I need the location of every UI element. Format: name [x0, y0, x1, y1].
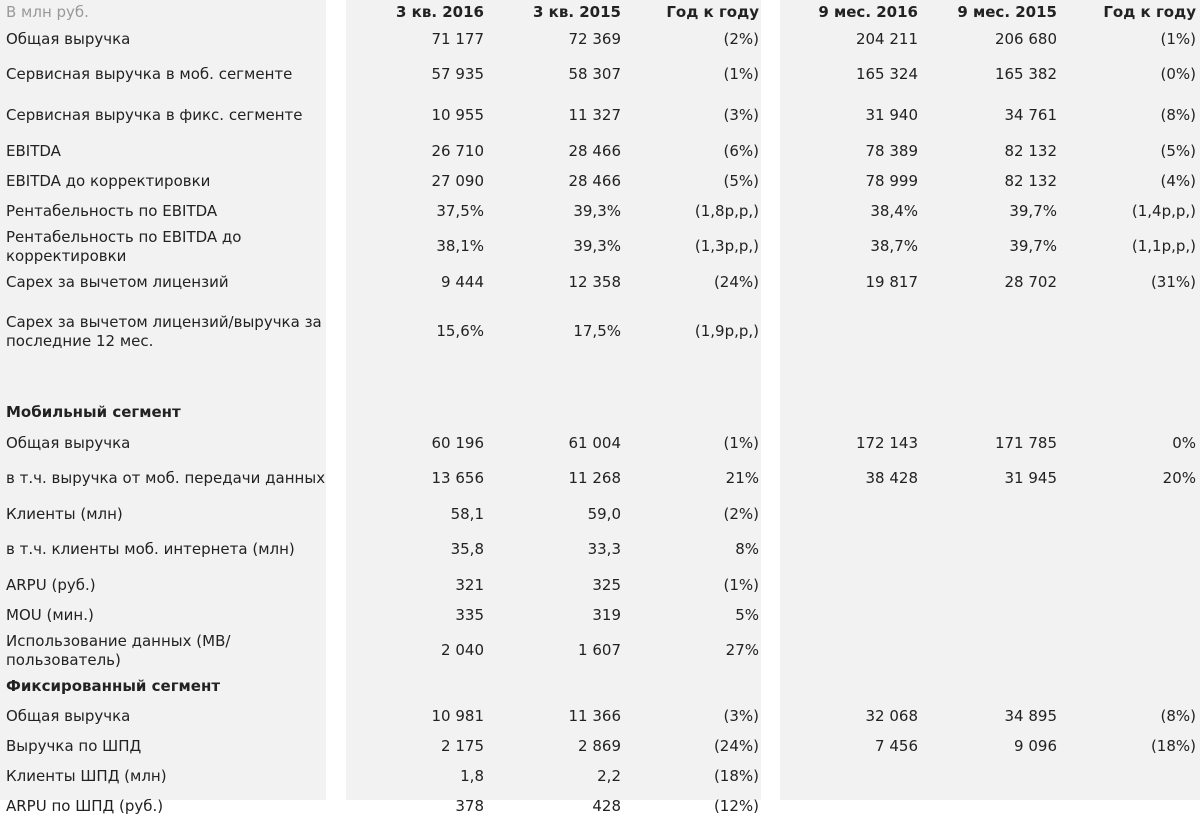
value-cell: (12%) — [713, 796, 759, 815]
row-label: Выручка по ШПД — [6, 736, 142, 755]
value-cell: 204 211 — [855, 29, 918, 48]
row-label: Общая выручка — [6, 433, 131, 452]
value-cell: 11 268 — [568, 469, 621, 487]
value-cell: (18%) — [713, 766, 759, 785]
value-cell: 38,4% — [870, 201, 918, 220]
value-cell: 39,7% — [1009, 201, 1057, 220]
value-cell: 38 428 — [865, 469, 918, 487]
value-cell — [763, 600, 922, 630]
row-label: ARPU (руб.) — [6, 575, 96, 594]
value-cell: 71 177 — [431, 29, 484, 48]
value-cell: 28 702 — [1004, 272, 1057, 291]
value-cell — [922, 671, 1061, 701]
value-cell: (1%) — [723, 433, 759, 452]
value-cell — [1061, 570, 1200, 600]
value-cell: 58,1 — [450, 504, 484, 523]
value-cell — [763, 791, 922, 821]
value-cell: 2 040 — [441, 641, 484, 659]
table-row — [0, 630, 1200, 671]
value-cell: 35,8 — [450, 540, 484, 558]
value-cell — [922, 630, 1061, 671]
value-cell: 8% — [735, 540, 759, 558]
table-row — [0, 196, 1200, 226]
table-row — [0, 226, 1200, 267]
value-cell: (0%) — [1160, 65, 1196, 83]
value-cell — [1061, 630, 1200, 671]
value-cell: 78 999 — [865, 171, 918, 190]
value-cell: 78 389 — [865, 141, 918, 160]
value-cell: 38,7% — [870, 237, 918, 255]
value-cell: 34 895 — [1004, 706, 1057, 725]
value-cell: 1 607 — [578, 641, 621, 659]
value-cell: 27 090 — [431, 171, 484, 190]
value-cell — [488, 671, 625, 701]
value-cell: 9 096 — [1014, 736, 1057, 755]
value-cell — [922, 499, 1061, 529]
value-cell: (4%) — [1160, 171, 1196, 190]
spacer-row — [0, 366, 1200, 396]
table-body — [0, 24, 1200, 821]
value-cell: (1%) — [1160, 29, 1196, 48]
value-cell: (6%) — [723, 141, 759, 160]
value-cell: 17,5% — [573, 322, 621, 340]
value-cell: (1%) — [723, 575, 759, 594]
row-label: Capex за вычетом лицензий — [6, 272, 229, 291]
value-cell — [763, 297, 922, 366]
value-cell: 20% — [1162, 469, 1196, 487]
col-q3-2015: 3 кв. 2015 — [532, 2, 621, 21]
value-cell: (5%) — [723, 171, 759, 190]
value-cell: 428 — [592, 796, 621, 815]
col-9m-2015: 9 мес. 2015 — [957, 2, 1057, 21]
header-row — [0, 0, 1200, 24]
value-cell — [1061, 529, 1200, 570]
value-cell — [922, 297, 1061, 366]
value-cell: 33,3 — [587, 540, 621, 558]
value-cell: (24%) — [713, 736, 759, 755]
value-cell — [763, 570, 922, 600]
value-cell: (3%) — [723, 106, 759, 124]
value-cell — [1061, 297, 1200, 366]
table-row — [0, 267, 1200, 297]
value-cell: (31%) — [1150, 272, 1196, 291]
value-cell: 82 132 — [1004, 171, 1057, 190]
row-label: Сервисная выручка в моб. сегменте — [6, 65, 293, 83]
value-cell: 0% — [1172, 433, 1196, 452]
value-cell: 335 — [455, 605, 484, 624]
value-cell: 172 143 — [855, 433, 918, 452]
value-cell — [922, 396, 1061, 428]
value-cell: 12 358 — [568, 272, 621, 291]
value-cell — [1061, 671, 1200, 701]
value-cell: 60 196 — [431, 433, 484, 452]
row-label: Рентабельность по EBITDA — [6, 201, 218, 220]
value-cell: (2%) — [723, 29, 759, 48]
table-row — [0, 95, 1200, 136]
row-label: Общая выручка — [6, 29, 131, 48]
value-cell: (8%) — [1160, 106, 1196, 124]
value-cell: 58 307 — [568, 65, 621, 83]
value-cell — [763, 761, 922, 791]
value-cell: 1,8 — [460, 766, 484, 785]
value-cell — [1061, 761, 1200, 791]
value-cell: 39,7% — [1009, 237, 1057, 255]
table-row — [0, 499, 1200, 529]
value-cell: 31 945 — [1004, 469, 1057, 487]
value-cell: 5% — [735, 605, 759, 624]
value-cell: 61 004 — [568, 433, 621, 452]
section-header-row — [0, 396, 1200, 428]
value-cell — [625, 671, 763, 701]
table-row — [0, 428, 1200, 458]
value-cell — [346, 396, 488, 428]
table-row — [0, 600, 1200, 630]
value-cell — [922, 529, 1061, 570]
table-row — [0, 731, 1200, 761]
value-cell: 31 940 — [865, 106, 918, 124]
row-label: Клиенты (млн) — [6, 504, 123, 523]
value-cell: (5%) — [1160, 141, 1196, 160]
value-cell — [922, 761, 1061, 791]
row-label: EBITDA до корректировки — [6, 171, 211, 190]
value-cell: 26 710 — [431, 141, 484, 160]
value-cell: (1,3p,p,) — [694, 237, 759, 255]
value-cell — [625, 396, 763, 428]
value-cell: 171 785 — [994, 433, 1057, 452]
row-label: Capex за вычетом лицензий/выручка за последние 12 мес. — [6, 312, 322, 350]
value-cell — [346, 671, 488, 701]
col-yoy-quarter: Год к году — [666, 2, 759, 21]
value-cell: (18%) — [1150, 736, 1196, 755]
value-cell: (2%) — [723, 504, 759, 523]
row-label: в т.ч. клиенты моб. интернета (млн) — [6, 540, 295, 558]
row-label: ARPU по ШПД (руб.) — [6, 796, 164, 815]
value-cell — [763, 499, 922, 529]
value-cell: 378 — [455, 796, 484, 815]
value-cell: 206 680 — [994, 29, 1057, 48]
value-cell: (1,9p,p,) — [694, 322, 759, 340]
value-cell — [1061, 499, 1200, 529]
table-row — [0, 570, 1200, 600]
value-cell: (8%) — [1160, 706, 1196, 725]
col-9m-2016: 9 мес. 2016 — [818, 2, 918, 21]
value-cell: 21% — [725, 469, 759, 487]
row-label: MOU (мин.) — [6, 605, 94, 624]
value-cell: (3%) — [723, 706, 759, 725]
units-label: В млн руб. — [6, 2, 89, 21]
value-cell: 72 369 — [568, 29, 621, 48]
value-cell — [922, 600, 1061, 630]
value-cell — [1061, 396, 1200, 428]
col-yoy-9m: Год к году — [1103, 2, 1196, 21]
value-cell: 7 456 — [875, 736, 918, 755]
value-cell: 32 068 — [865, 706, 918, 725]
value-cell: (1,4p,p,) — [1131, 201, 1196, 220]
value-cell: 325 — [592, 575, 621, 594]
section-title: Фиксированный сегмент — [6, 676, 221, 695]
value-cell: 15,6% — [436, 322, 484, 340]
table-row — [0, 136, 1200, 166]
value-cell: 165 382 — [994, 65, 1057, 83]
value-cell: 39,3% — [573, 201, 621, 220]
value-cell: 165 324 — [855, 65, 918, 83]
row-label: Рентабельность по EBITDA до корректировки — [6, 227, 242, 265]
table-row — [0, 791, 1200, 821]
value-cell: 13 656 — [431, 469, 484, 487]
table-row — [0, 54, 1200, 95]
value-cell: 28 466 — [568, 141, 621, 160]
value-cell: 34 761 — [1004, 106, 1057, 124]
value-cell: 19 817 — [865, 272, 918, 291]
value-cell: (1,1p,p,) — [1131, 237, 1196, 255]
value-cell — [763, 630, 922, 671]
value-cell — [922, 791, 1061, 821]
value-cell: 38,1% — [436, 237, 484, 255]
row-label: Сервисная выручка в фикс. сегменте — [6, 106, 303, 124]
value-cell: 9 444 — [441, 272, 484, 291]
value-cell: (1,8p,p,) — [694, 201, 759, 220]
value-cell: 10 955 — [431, 106, 484, 124]
section-header-row — [0, 671, 1200, 701]
section-title: Мобильный сегмент — [6, 402, 181, 421]
value-cell: 10 981 — [431, 706, 484, 725]
value-cell: (24%) — [713, 272, 759, 291]
table-row — [0, 24, 1200, 54]
value-cell — [763, 671, 922, 701]
value-cell — [1061, 791, 1200, 821]
value-cell: 82 132 — [1004, 141, 1057, 160]
spacer-cell — [0, 366, 1200, 396]
value-cell: 2 869 — [578, 736, 621, 755]
value-cell: 28 466 — [568, 171, 621, 190]
table-row — [0, 761, 1200, 791]
row-label: Клиенты ШПД (млн) — [6, 766, 167, 785]
value-cell: 2,2 — [597, 766, 621, 785]
table-row — [0, 166, 1200, 196]
value-cell — [1061, 600, 1200, 630]
value-cell — [922, 570, 1061, 600]
row-label: EBITDA — [6, 141, 61, 160]
value-cell — [488, 396, 625, 428]
value-cell: 37,5% — [436, 201, 484, 220]
value-cell: 321 — [455, 575, 484, 594]
table-row — [0, 458, 1200, 499]
table-row — [0, 529, 1200, 570]
row-label: в т.ч. выручка от моб. передачи данных — [6, 469, 326, 487]
value-cell — [763, 529, 922, 570]
value-cell: (1%) — [723, 65, 759, 83]
value-cell: 57 935 — [431, 65, 484, 83]
value-cell: 59,0 — [587, 504, 621, 523]
value-cell: 2 175 — [441, 736, 484, 755]
value-cell: 39,3% — [573, 237, 621, 255]
table-row — [0, 297, 1200, 366]
value-cell: 11 366 — [568, 706, 621, 725]
table-row — [0, 701, 1200, 731]
value-cell: 11 327 — [568, 106, 621, 124]
value-cell: 319 — [592, 605, 621, 624]
value-cell: 27% — [725, 641, 759, 659]
col-q3-2016: 3 кв. 2016 — [395, 2, 484, 21]
row-label: Использование данных (MB/ пользователь) — [6, 631, 231, 669]
row-label: Общая выручка — [6, 706, 131, 725]
value-cell — [763, 396, 922, 428]
